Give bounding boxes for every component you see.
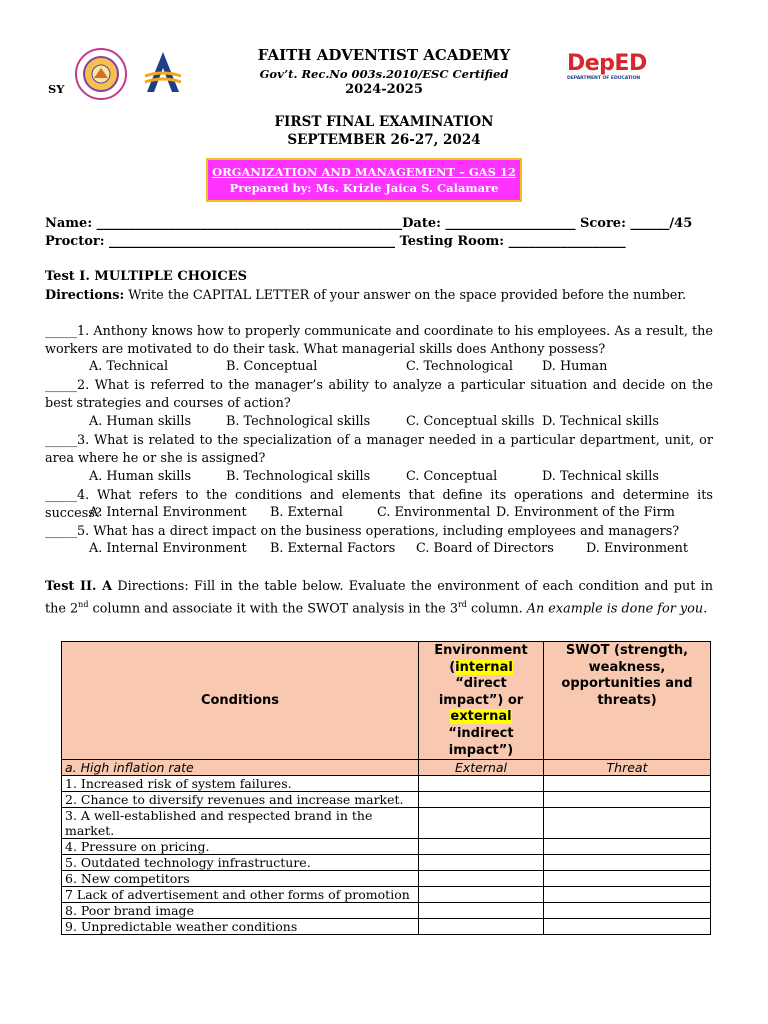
test2-directions — [45, 578, 713, 619]
q2-option-c: C. Conceptual skills — [406, 414, 535, 429]
header-env-part3: “indirect impact”) — [448, 725, 514, 758]
environment-answer-cell[interactable] — [419, 887, 544, 903]
table-header-row — [62, 642, 711, 760]
table-row-example — [62, 760, 711, 776]
question-4: _____4. What refers to the conditions and elements that define its operations and determine its success? — [45, 488, 713, 522]
test2-directions-c: column. — [466, 601, 527, 617]
q1-option-d: D. Human — [542, 359, 608, 374]
header-environment — [419, 642, 544, 760]
condition-cell: 2. Chance to diversify revenues and increase market. — [62, 792, 419, 808]
q5-option-a: A. Internal Environment — [89, 541, 247, 556]
exam-title: FIRST FINAL EXAMINATION — [274, 114, 494, 130]
condition-cell: 9. Unpredictable weather conditions — [62, 919, 419, 935]
test2-sup-rd: rd — [457, 600, 467, 610]
condition-cell: 7 Lack of advertisement and other forms of promotion — [62, 887, 419, 903]
prepared-by: Prepared by: Ms. Krizle Jaica S. Calamare — [229, 181, 499, 195]
question-2: _____2. What is referred to the manager’s ability to analyze a particular situation and decide on the best strategies and courses of action? — [45, 378, 713, 412]
q5-option-d: D. Environment — [586, 541, 689, 556]
subject-box — [206, 158, 522, 202]
q1-option-a: A. Technical — [89, 359, 169, 374]
table-row — [62, 839, 711, 855]
q4-option-d: D. Environment of the Firm — [496, 505, 675, 520]
example-condition: a. High inflation rate — [62, 760, 419, 776]
header-env-external: external — [450, 709, 512, 725]
swot-answer-cell[interactable] — [544, 887, 711, 903]
environment-answer-cell[interactable] — [419, 792, 544, 808]
table-row — [62, 808, 711, 839]
q3-option-b: B. Technological skills — [226, 469, 371, 484]
header-swot: SWOT (strength, weakness, opportunities and threats) — [544, 642, 711, 760]
example-environment: External — [419, 760, 544, 776]
swot-answer-cell[interactable] — [544, 855, 711, 871]
environment-answer-cell[interactable] — [419, 808, 544, 839]
header-conditions: Conditions — [62, 642, 419, 760]
q2-option-b: B. Technological skills — [226, 414, 371, 429]
environment-answer-cell[interactable] — [419, 919, 544, 935]
test1-title: Test I. MULTIPLE CHOICES — [45, 269, 248, 284]
question-3: _____3. What is related to the specialization of a manager needed in a particular department, unit, or area where he or she is assigned? — [45, 433, 713, 467]
environment-answer-cell[interactable] — [419, 903, 544, 919]
table-row — [62, 919, 711, 935]
environment-answer-cell[interactable] — [419, 871, 544, 887]
q3-option-a: A. Human skills — [89, 469, 192, 484]
table-row — [62, 903, 711, 919]
deped-logo-text: DepED — [567, 51, 647, 76]
test2-directions-b: column and associate it with the SWOT analysis in the 3 — [88, 601, 458, 617]
environment-answer-cell[interactable] — [419, 776, 544, 792]
exam-dates: SEPTEMBER 26-27, 2024 — [287, 132, 481, 148]
header-env-internal: internal — [455, 659, 513, 675]
q2-option-d: D. Technical skills — [542, 414, 659, 429]
condition-cell: 3. A well-established and respected brand in the market. — [62, 808, 419, 839]
q3-option-c: C. Conceptual — [406, 469, 498, 484]
q2-option-a: A. Human skills — [89, 414, 192, 429]
swot-answer-cell[interactable] — [544, 919, 711, 935]
test1-directions-text: Write the CAPITAL LETTER of your answer on the space provided before the number. — [124, 288, 687, 303]
table-row — [62, 776, 711, 792]
q1-option-c: C. Technological — [406, 359, 513, 374]
condition-cell: 6. New competitors — [62, 871, 419, 887]
test2-title: Test II. A — [45, 579, 113, 594]
swot-answer-cell[interactable] — [544, 776, 711, 792]
sy-label: SY — [48, 82, 65, 96]
swot-answer-cell[interactable] — [544, 792, 711, 808]
q5-option-c: C. Board of Directors — [416, 541, 554, 556]
q4-option-a: A. Internal Environment — [89, 505, 247, 520]
condition-cell: 1. Increased risk of system failures. — [62, 776, 419, 792]
subject-title: ORGANIZATION AND MANAGEMENT – GAS 12 — [212, 165, 516, 179]
q4-option-b: B. External — [270, 505, 343, 520]
name-date-score-line: Name: _______________________________________________Date: ____________________ Score: ______/45 — [45, 216, 693, 231]
accreditation-line: Gov’t. Rec.No 003s.2010/ESC Certified — [259, 67, 509, 81]
table-row — [62, 871, 711, 887]
test1-directions-label: Directions: — [45, 288, 125, 303]
environment-answer-cell[interactable] — [419, 839, 544, 855]
q3-option-d: D. Technical skills — [542, 469, 659, 484]
table-row — [62, 887, 711, 903]
school-year: 2024-2025 — [345, 82, 423, 97]
q5-option-b: B. External Factors — [270, 541, 396, 556]
question-1: _____1. Anthony knows how to properly communicate and coordinate to his employees. As a result, the workers are motivated to do their task. What managerial skills does Anthony possess? — [45, 324, 713, 358]
example-swot: Threat — [544, 760, 711, 776]
environment-answer-cell[interactable] — [419, 855, 544, 871]
test1-directions — [45, 287, 713, 305]
proctor-room-line: Proctor: ____________________________________________ Testing Room: __________________ — [45, 234, 626, 249]
swot-answer-cell[interactable] — [544, 808, 711, 839]
table-row — [62, 792, 711, 808]
test2-directions-a: Directions: Fill in the table below. Evaluate the environment of each condition and put in the 2 — [45, 579, 713, 617]
swot-answer-cell[interactable] — [544, 871, 711, 887]
deped-logo-subtext: DEPARTMENT OF EDUCATION — [567, 76, 641, 81]
header-env-part1: Environment ( — [434, 643, 528, 675]
test2-example-note: An example is done for you. — [526, 601, 708, 617]
q4-option-c: C. Environmental — [377, 505, 491, 520]
question-5: _____5. What has a direct impact on the business operations, including employees and managers? — [45, 524, 680, 539]
q1-option-b: B. Conceptual — [226, 359, 318, 374]
swot-answer-cell[interactable] — [544, 839, 711, 855]
table-row — [62, 855, 711, 871]
swot-answer-cell[interactable] — [544, 903, 711, 919]
condition-cell: 8. Poor brand image — [62, 903, 419, 919]
swot-table — [61, 641, 711, 935]
test2-sup-nd: nd — [78, 600, 89, 610]
header-env-part2: “direct impact”) or — [438, 676, 524, 708]
school-name: FAITH ADVENTIST ACADEMY — [257, 46, 511, 64]
condition-cell: 4. Pressure on pricing. — [62, 839, 419, 855]
condition-cell: 5. Outdated technology infrastructure. — [62, 855, 419, 871]
